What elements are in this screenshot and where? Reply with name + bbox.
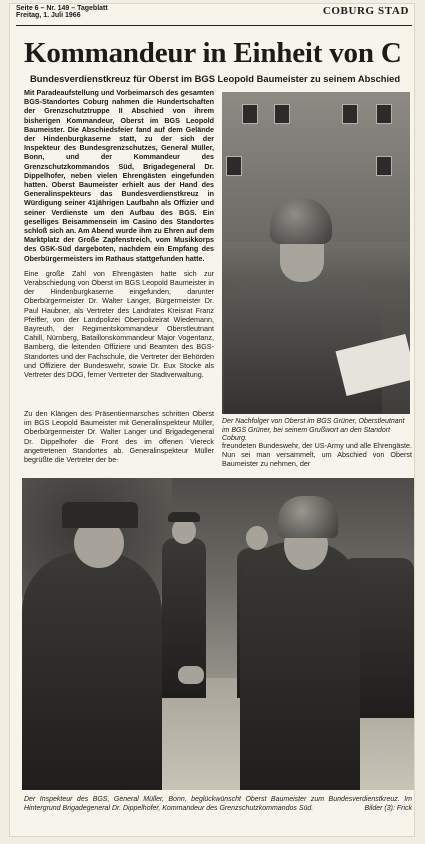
photo-window (274, 104, 290, 124)
photo-handshake (22, 478, 414, 790)
photo-helmet (278, 496, 338, 538)
photo-handshake-hands (178, 666, 204, 684)
page-number-line: Seite 6 – Nr. 149 – Tageblatt (16, 5, 108, 12)
date-line: Freitag, 1. Juli 1966 (16, 12, 81, 19)
photo-general-mueller (22, 552, 162, 790)
article-column-left (24, 88, 214, 385)
article-subhead: Bundesverdienstkreuz für Oberst im BGS Leopold Baumeister zu seinem Abschied (30, 73, 401, 84)
article-lead: Mit Paradeaufstellung und Vorbeimarsch des gesamten BGS-Standortes Coburg nahmen die Hundertschaften der Grenzschutztruppe II Abschied von ihrem bisherigen Kommandeur, Oberst im BGS Leopold Baumeister. Die Abschiedsfeier fand auf dem Gelände der Hindenburgkaserne statt, zu der sich der Inspekteur des Bundesgrenzschutzes, General Müller, Bonn, und der Kommandeur des Grenzschutzkommandos Süd, Brigadegeneral Dr. Dippelhofer, neben vielen Ehrengästen eingefunden hatten. Oberst Baumeister erhielt aus der Hand des Generalinspekteurs das Bundesverdienstkreuz in Würdigung seiner 41jährigen Laufbahn als Offizier und seiner Verdienste um den Aufbau des BGS. Ein geselliges Beisammensein im Casino des Standortes schloß sich an. Am Abend wurde ihm zu Ehren auf dem Marktplatz der Große Zapfenstreich, vom Musikkorps des GSK-Süd dargeboten, nachdem ein Empfang des Oberbürgermeisters im Rathaus stattgefunden hatte. (24, 88, 214, 263)
photo-window (242, 104, 258, 124)
article-column-left-continued: Zu den Klängen des Präsentiermarsches schritten Oberst im BGS Leopold Baumeister mit Generalinspekteur Müller, Oberbürgermeister Dr. Walter Langer und Brigadegeneral Dr. Dippelhofer die Front des im offenen Viereck angetretenen Standortes ab. Generalinspekteur Müller begrüßte die Vertreter der be- (24, 409, 214, 465)
photo-window (376, 104, 392, 124)
photo-cap (168, 512, 200, 522)
photo-peaked-cap (62, 502, 138, 528)
photo-window (376, 156, 392, 176)
photo-caption-bottom (24, 796, 412, 813)
photo-window (342, 104, 358, 124)
section-title: COBURG STAD (322, 5, 409, 17)
photo-officer-speech (222, 92, 410, 414)
article-paragraph: Eine große Zahl von Ehrengästen hatte sich zur Verabschiedung von Oberst im BGS Leopold Baumeister in der Hindenburgkaserne eingefunden, darunter Oberbürgermeister Dr. Walter Langer, Bürgermeister Dr. Paul Haubner, als Vertreter des Landrates Kreisrat Franz Pfeiffer, von der Landpolizei Oberpolizeirat Wiedemann, Bayreuth, der Regimentskommandeur Oberstleutnant Cahill, Nürnberg, Bataillonskommandeur Major Vogentanz, Bamberg, die leitenden Offiziere und Beamten des BGS-Standortes und der Fachschule, die Vertreter der Behörden und Offiziere der Bundeswehr, sowie Dr. Eux Stocke als Vertreter des DOG, ferner Vertreter der Stadtverwaltung. (24, 268, 214, 380)
masthead (16, 5, 409, 19)
article-headline: Kommandeur in Einheit von C (24, 38, 402, 68)
photo-caption-top: Der Nachfolger von Oberst im BGS Grüner, Oberstleutnant im BGS Grüner, bei seinem Grußwort an den Standort Coburg. (222, 418, 405, 442)
photo-head (246, 526, 268, 550)
photo-oberst-baumeister (240, 542, 360, 790)
photo-caption-bottom-text: Der Inspekteur des BGS, General Müller, Bonn, beglückwünscht Oberst Baumeister zum Bundesverdienstkreuz. Im Hintergrund Brigadegeneral Dr. Dippelhofer, Kommandeur des Grenzschutzkommandos Süd. (24, 796, 412, 812)
article-column-right-continued: freundeten Bundeswehr, der US-Army und alle Ehrengäste. Nun sei man versammelt, um Abschied von Oberst Baumeister zu nehmen, der (222, 441, 412, 469)
photo-credit: Bilder (3): Frick (364, 804, 412, 812)
photo-window (226, 156, 242, 176)
masthead-rule (16, 25, 412, 26)
